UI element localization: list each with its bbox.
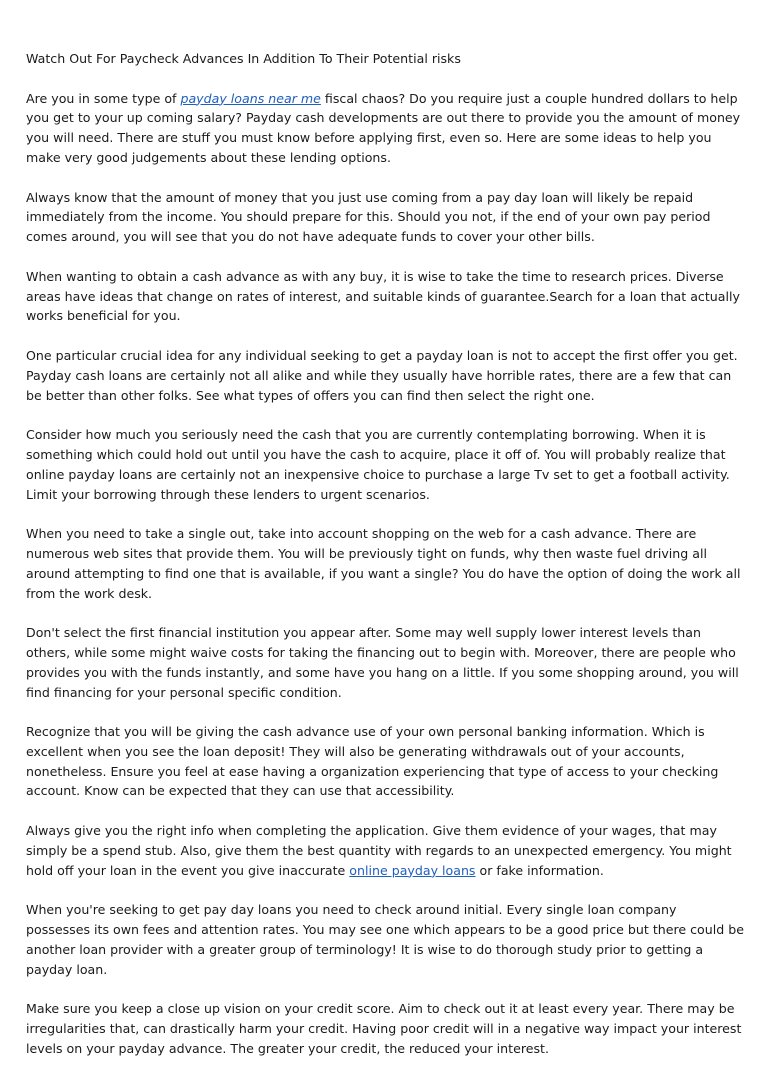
paragraph-4: One particular crucial idea for any individual seeking to get a payday loan is not to accept the first offer you get. Payday cash loans are certainly not all alike and while they usually have horrible rates, there are a few that can be better than other folks. See what types of offers you can find then select the right one. (26, 347, 738, 403)
online-payday-loans-link[interactable]: online payday loans (349, 862, 476, 878)
paragraph-3: When wanting to obtain a cash advance as with any buy, it is wise to take the time to research prices. Diverse areas have ideas that change on rates of interest, and suitable kinds of guarantee.Search for a loan that actually works beneficial for you. (26, 268, 740, 324)
paragraph-1-after: fiscal chaos? Do you require just a couple hundred dollars to help you get to your up coming salary? Payday cash developments are out there to provide you the amount of money you will need. There are stuff you must know before applying first, even so. Here are some ideas to help you make very good judgements about these lending options. (26, 90, 741, 165)
paragraph-8: Recognize that you will be giving the cash advance use of your own personal banking information. Which is excellent when you see the loan deposit! They will also be generating withdrawals out of your accounts, nonetheless. Ensure you feel at ease having a organization experiencing that type of access to your checking account. Know can be expected that they can use that accessibility. (26, 724, 719, 799)
paragraph-9-after: or fake information. (475, 862, 604, 878)
paragraph-2: Always know that the amount of money that you just use coming from a pay day loan will likely be repaid immediately from the income. You should prepare for this. Should you not, if the end of your own pay period comes around, you will see that you do not have adequate funds to cover your other bills. (26, 189, 711, 245)
paragraph-11: Make sure you keep a close up vision on your credit score. Aim to check out it at least every year. There may be irregularities that, can drastically harm your credit. Having poor credit will in a negative way impact your interest levels on your payday advance. The greater your credit, the reduced your interest. (26, 1001, 742, 1056)
paragraph-1-before: Are you in some type of (26, 90, 181, 106)
paragraph-1 (26, 89, 744, 168)
paragraph-9-before: Always give you the right info when completing the application. Give them evidence of your wages, that may simply be a spend stub. Also, give them the best quantity with regards to an unexpected emergency. You might hold off your loan in the event you give inaccurate (26, 823, 732, 878)
paragraph-9 (26, 821, 744, 880)
document-title: Watch Out For Paycheck Advances In Addition To Their Potential risks (26, 51, 461, 66)
paragraph-10: When you're seeking to get pay day loans you need to check around initial. Every single loan company possesses its own fees and attention rates. You may see one which appears to be a good price but there could be another loan provider with a greater group of terminology! It is wise to do thorough study prior to getting a payday loan. (26, 902, 744, 977)
paragraph-6: When you need to take a single out, take into account shopping on the web for a cash advance. There are numerous web sites that provide them. You will be previously tight on funds, why then waste fuel driving all around attempting to find one that is available, if you want a single? You do have the option of doing the work all from the work desk. (26, 526, 741, 601)
payday-loans-near-me-link[interactable]: payday loans near me (180, 90, 321, 106)
paragraph-5: Consider how much you seriously need the cash that you are currently contemplating borrowing. When it is something which could hold out until you have the cash to acquire, place it off of. You will probably realize that online payday loans are certainly not an inexpensive choice to purchase a large Tv set to get a football activity. Limit your borrowing through these lenders to urgent scenarios. (26, 427, 730, 502)
paragraph-7: Don't select the first financial institution you appear after. Some may well supply lower interest levels than others, while some might waive costs for taking the financing out to begin with. Moreover, there are people who provides you with the funds instantly, and some have you hang on a little. If you some shopping around, you will find financing for your personal specific condition. (26, 625, 739, 700)
